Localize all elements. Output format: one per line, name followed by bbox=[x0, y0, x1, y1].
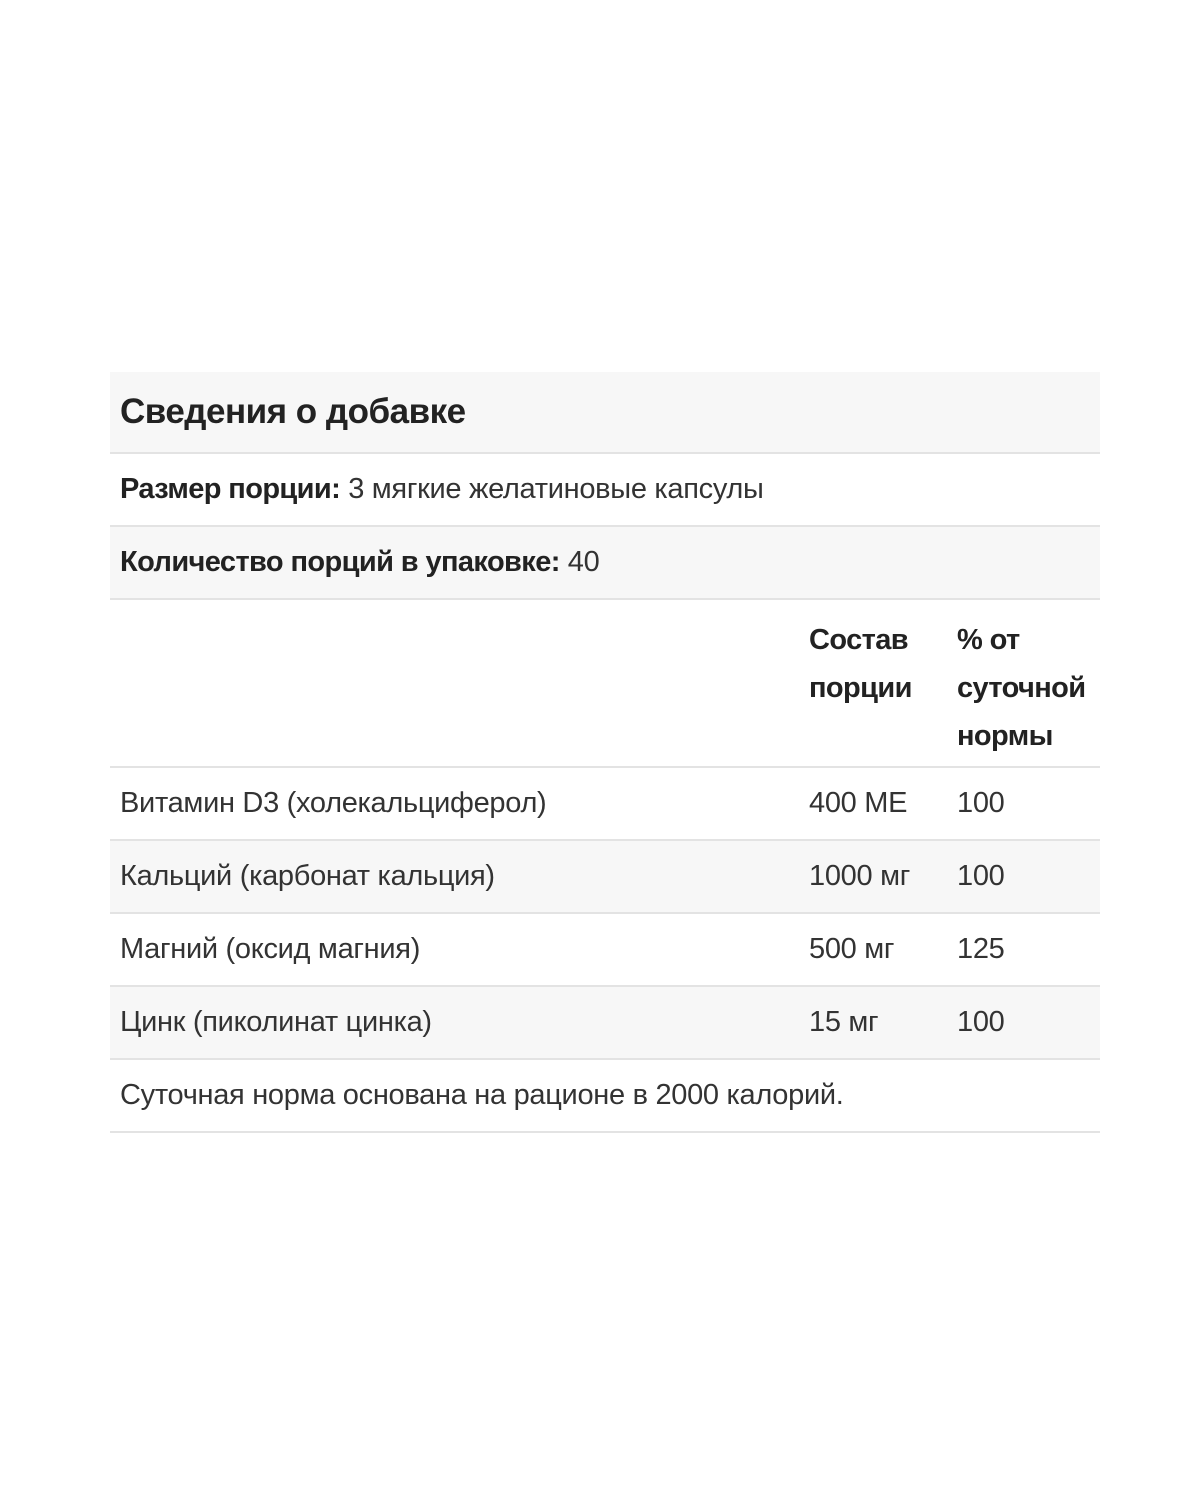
header-daily-value-line: % от bbox=[957, 624, 1020, 656]
nutrient-amount: 15 мг bbox=[809, 1006, 879, 1038]
nutrient-name: Кальций (карбонат кальция) bbox=[120, 860, 495, 892]
footnote-row bbox=[110, 1060, 1100, 1133]
servings-per-container-label: Количество порций в упаковке: bbox=[120, 546, 560, 578]
nutrient-amount: 1000 мг bbox=[809, 860, 910, 892]
nutrient-row bbox=[110, 914, 1100, 987]
serving-size-label: Размер порции: bbox=[120, 473, 341, 505]
nutrient-row bbox=[110, 987, 1100, 1060]
daily-value-footnote: Суточная норма основана на рационе в 2000 калорий. bbox=[120, 1079, 844, 1111]
nutrient-name: Магний (оксид магния) bbox=[120, 933, 421, 965]
header-amount-line: порции bbox=[809, 672, 912, 704]
nutrient-daily-value: 100 bbox=[957, 1006, 1005, 1038]
nutrient-name: Витамин D3 (холекальциферол) bbox=[120, 787, 547, 819]
header-daily-value bbox=[957, 616, 1100, 760]
nutrient-name: Цинк (пиколинат цинка) bbox=[120, 1006, 432, 1038]
servings-per-container-value: 40 bbox=[567, 546, 600, 578]
header-amount bbox=[809, 616, 957, 712]
supplement-facts-table bbox=[110, 372, 1100, 1133]
header-amount-line: Состав bbox=[809, 624, 908, 656]
servings-per-container-row bbox=[110, 527, 1100, 600]
column-header-row bbox=[110, 600, 1100, 768]
nutrient-row bbox=[110, 768, 1100, 841]
nutrient-row bbox=[110, 841, 1100, 914]
facts-title-row bbox=[110, 372, 1100, 454]
facts-title: Сведения о добавке bbox=[120, 392, 466, 431]
nutrient-amount: 500 мг bbox=[809, 933, 895, 965]
nutrient-daily-value: 100 bbox=[957, 860, 1005, 892]
nutrient-daily-value: 125 bbox=[957, 933, 1005, 965]
header-daily-value-line: нормы bbox=[957, 720, 1053, 752]
nutrient-daily-value: 100 bbox=[957, 787, 1005, 819]
nutrient-amount: 400 МЕ bbox=[809, 787, 908, 819]
header-daily-value-line: суточной bbox=[957, 672, 1086, 704]
serving-size-row bbox=[110, 454, 1100, 527]
serving-size-value: 3 мягкие желатиновые капсулы bbox=[348, 473, 764, 505]
